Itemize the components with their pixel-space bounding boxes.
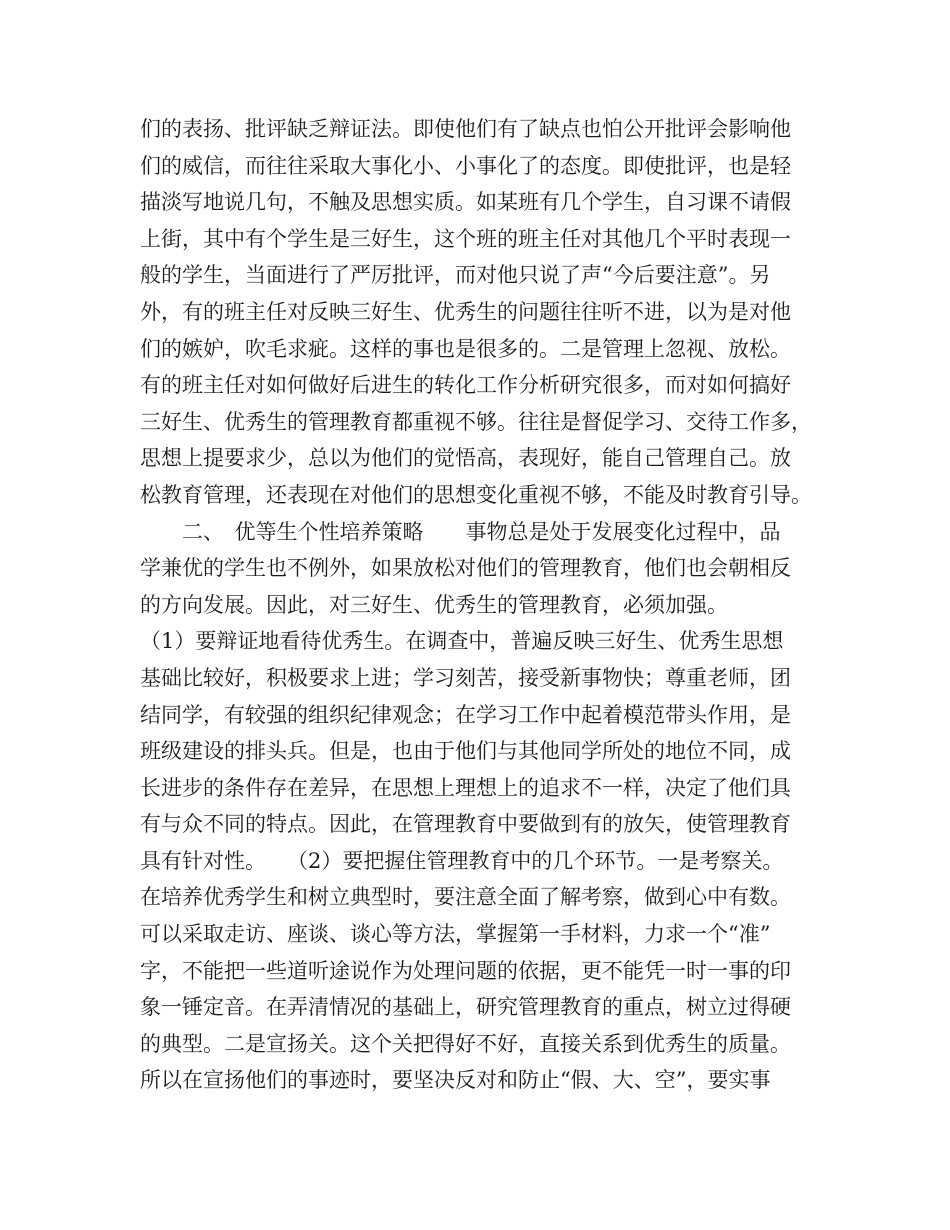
text-line: 在培养优秀学生和树立典型时，要注意全面了解考察，做到心中有数。 [140,885,791,910]
section-heading-line: 二、 优等生个性培养策略 事物总是处于发展变化过程中，品 [140,519,781,544]
text-line: 外，有的班主任对反映三好生、优秀生的问题往往听不进，以为是对他 [140,299,791,324]
text-line: 的方向发展。因此，对三好生、优秀生的管理教育，必须加强。 [140,592,728,617]
text-line: 象一锤定音。在弄清情况的基础上，研究管理教育的重点，树立过得硬 [140,995,791,1020]
text-line: 上街，其中有个学生是三好生，这个班的班主任对其他几个平时表现一 [140,226,791,251]
text-line: 的典型。二是宣扬关。这个关把得好不好，直接关系到优秀生的质量。 [140,1031,791,1056]
text-line: 班级建设的排头兵。但是，也由于他们与其他同学所处的地位不同，成 [140,739,791,764]
text-line: 般的学生，当面进行了严厉批评，而对他只说了声“今后要注意”。另 [140,263,771,288]
text-line: 松教育管理，还表现在对他们的思想变化重视不够，不能及时教育引导。 [140,482,812,507]
text-line: 思想上提要求少，总以为他们的觉悟高，表现好，能自己管理自己。放 [140,446,791,471]
text-line: 基础比较好，积极要求上进；学习刻苦，接受新事物快；尊重老师，团 [140,665,791,690]
text-line: 长进步的条件存在差异，在思想上理想上的追求不一样，决定了他们具 [140,775,791,800]
body-text [140,111,830,1099]
text-line: 们的威信，而往往采取大事化小、小事化了的态度。即使批评，也是轻 [140,153,791,178]
text-line: 们的表扬、批评缺乏辩证法。即使他们有了缺点也怕公开批评会影响他 [140,117,791,141]
text-line: 具有针对性。 （2）要把握住管理教育中的几个环节。一是考察关。 [140,848,784,873]
text-line: 三好生、优秀生的管理教育都重视不够。往往是督促学习、交待工作多， [140,409,812,434]
text-line: 描淡写地说几句，不触及思想实质。如某班有几个学生，自习课不请假 [140,190,791,215]
text-line: （1）要辩证地看待优秀生。在调查中，普遍反映三好生、优秀生思想 [140,629,784,654]
text-line: 所以在宣扬他们的事迹时，要坚决反对和防止“假、大、空”，要实事 [140,1068,771,1093]
text-line: 可以采取走访、座谈、谈心等方法，掌握第一手材料，力求一个“准” [140,922,771,947]
text-line: 们的嫉妒，吹毛求疵。这样的事也是很多的。二是管理上忽视、放松。 [140,336,791,361]
text-line: 有的班主任对如何做好后进生的转化工作分析研究很多，而对如何搞好 [140,373,791,398]
text-line: 学兼优的学生也不例外，如果放松对他们的管理教育，他们也会朝相反 [140,556,791,581]
text-line: 结同学，有较强的组织纪律观念；在学习工作中起着模范带头作用，是 [140,702,791,727]
text-line: 有与众不同的特点。因此，在管理教育中要做到有的放矢，使管理教育 [140,812,791,837]
text-line: 字，不能把一些道听途说作为处理问题的依据，更不能凭一时一事的印 [140,958,791,983]
